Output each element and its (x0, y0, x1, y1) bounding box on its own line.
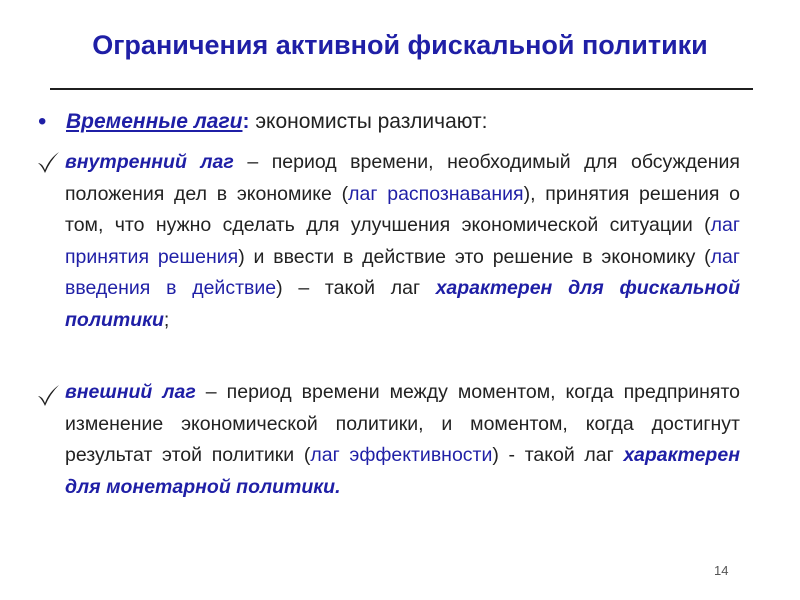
internal-lag-text-4: ) – такой лаг (276, 277, 436, 299)
monetary-policy-emphasis: характерен для монетарной политики. (65, 444, 740, 498)
bullet-heading: Временные лаги (66, 110, 243, 133)
decision-lag: лаг принятия решения (65, 214, 740, 268)
slide-number: 14 (714, 563, 729, 578)
slide-title: Ограничения активной фискальной политики (92, 30, 708, 60)
bullet-marker: • (38, 108, 47, 135)
internal-lag-text-2: ), принятия решения о том, что нужно сделать для улучшения экономической ситуации ( (65, 182, 740, 236)
internal-lag-text-1: – период времени, необходимый для обсуждения положения дел в экономике ( (65, 151, 740, 205)
internal-lag-term: внутренний лаг (65, 151, 234, 173)
bullet-text (66, 110, 488, 134)
implementation-lag: лаг введения в действие (65, 245, 740, 299)
title-divider (50, 88, 753, 90)
effectiveness-lag: лаг эффективности (310, 444, 493, 466)
internal-lag-text-3: ) и ввести в действие это решение в экономику ( (238, 245, 711, 268)
bullet-intro: экономисты различают: (249, 110, 488, 133)
bullet-colon: : (242, 110, 250, 133)
external-lag-text-2: ) - такой лаг (492, 444, 624, 466)
internal-lag-paragraph (65, 147, 740, 336)
checkmark-icon (36, 383, 60, 407)
internal-lag-end: ; (163, 308, 170, 331)
external-lag-term: внешний лаг (65, 381, 196, 403)
external-lag-paragraph (65, 377, 740, 503)
checkmark-icon (36, 150, 60, 174)
fiscal-policy-emphasis: характерен для фискальной политики (65, 277, 741, 331)
external-lag-text-1: – период времени между моментом, когда предпринято изменение экономической политики, и моментом, когда достигнут результат этой политики ( (65, 381, 741, 466)
recognition-lag: лаг распознавания (348, 182, 524, 205)
